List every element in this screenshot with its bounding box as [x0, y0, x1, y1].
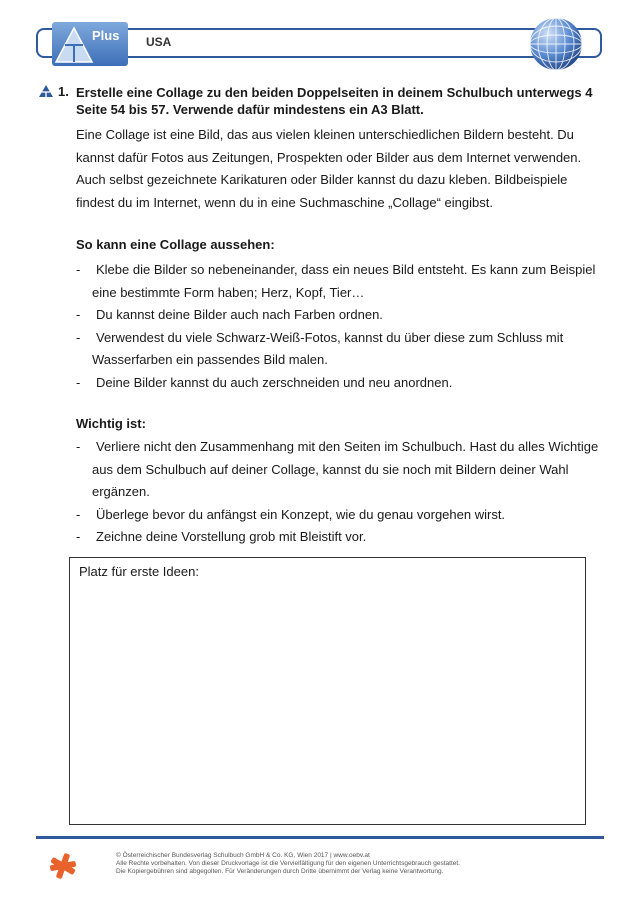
list-item: - Verliere nicht den Zusammenhang mit den Seiten im Schulbuch. Hast du alles Wichtige aus dem Schulbuch auf deiner Collage, kannst du sie noch mit Bildern deiner Wahl ergänzen. [76, 439, 599, 499]
logo-label: Plus [92, 28, 120, 43]
list-item: - Überlege bevor du anfängst ein Konzept, wie du genau vorgehen wirst. [76, 506, 506, 522]
header-line-bottom [130, 56, 530, 58]
task-number: 1. [58, 84, 69, 99]
example-heading: So kann eine Collage aussehen: [76, 237, 275, 252]
list-item: - Du kannst deine Bilder auch nach Farben ordnen. [76, 307, 383, 322]
task-triangle-icon [38, 84, 54, 98]
list-item: - Deine Bilder kannst du auch zerschneiden und neu anordnen. [76, 374, 453, 390]
important-list [76, 436, 606, 549]
example-list [76, 259, 606, 394]
footer-line-1: © Österreichischer Bundesverlag Schulbuch GmbH & Co. KG, Wien 2017 | www.oebv.at [116, 852, 370, 859]
footer-divider [36, 836, 604, 839]
footer-line-3: Die Kopiergebühren sind abgegolten. Für Veränderungen durch Dritte übernimmt der Verlag keine Verantwortung. [116, 868, 444, 875]
globe-icon [528, 16, 584, 72]
ideas-box[interactable] [69, 557, 586, 825]
footer-copyright [116, 852, 536, 876]
list-item: - Zeichne deine Vorstellung grob mit Bleistift vor. [76, 529, 367, 544]
header-line-top [130, 28, 530, 30]
list-item: - Klebe die Bilder so nebeneinander, dass ein neues Bild entsteht. Es kann zum Beispiel eine bestimmte Form haben; Herz, Kopf, Tier… [76, 262, 596, 300]
ideas-box-label: Platz für erste Ideen: [79, 564, 199, 579]
list-item: - Verwendest du viele Schwarz-Weiß-Fotos, kannst du über diese zum Schluss mit Wasserfarben ein passendes Bild malen. [76, 329, 564, 367]
publisher-logo-icon [50, 852, 76, 880]
topic-title: USA [146, 35, 172, 49]
important-heading: Wichtig ist: [76, 416, 146, 431]
footer-line-2: Alle Rechte vorbehalten. Von dieser Druckvorlage ist die Vervielfältigung für den eigenen Unterrichtsgebrauch gestattet. [116, 860, 460, 867]
task-instruction: Erstelle eine Collage zu den beiden Doppelseiten in deinem Schulbuch unterwegs 4 Seite 54 bis 57. Verwende dafür mindestens ein A3 Blatt. [76, 85, 593, 117]
intro-paragraph: Eine Collage ist eine Bild, das aus vielen kleinen unterschiedlichen Bildern besteht. Du kannst dafür Fotos aus Zeitungen, Prospekten oder Bilder aus dem Internet verwenden. Auch selbst gezeichnete Karikaturen oder Bilder kannst du dazu kleben. Bildbeispiele findest du im Internet, wenn du in eine Suchmaschine „Collage“ eingibst. [76, 127, 582, 210]
